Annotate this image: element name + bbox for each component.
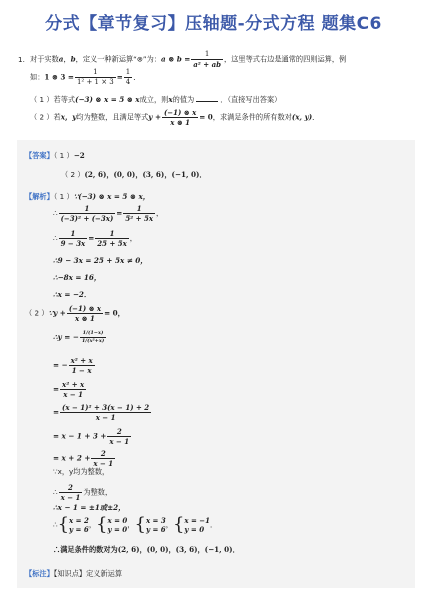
analysis-line: ∴−8x = 16， [53,273,102,282]
answer-blank [196,101,218,102]
math-var-a: a [58,54,64,64]
note-tag: 【标注】 [25,569,54,578]
analysis-line: ∴x − 1 = ±1或±2， [53,503,126,512]
analysis-line: = x − 1 + 3 + $\frac{2}{x - 1}$ [53,427,130,446]
knowledge-note [25,568,122,579]
analysis-line: ∴x = −2． [53,290,92,299]
analysis-line: ∴y = − $\frac{1/(1-x)}{\text{1/(x²+x)}}$ [53,330,105,344]
question-part-2: （ 2 ）若x，y均为整数，且满足等式y + $\frac{(-1) \otimes x}{x \otimes 1}$ = 0，求满足条件的所有数对(x, y)． [30,108,320,127]
question-line-2: 如：1 ⊗ 3 = $\frac{1}{\text{1² + 1 × 3}}$ = $\frac{1}{4}$ ． [30,68,141,86]
analysis-line: = − $\frac{\text{x² + x}}{1 - x}$ [53,356,93,375]
definition-fraction: $\frac{1}{\text{a² + ab}}$ [193,50,222,69]
answer-line-2: （ 2 ）(2, 6)，(0, 0)，(3, 6)，(−1, 0)． [61,170,207,179]
part-number: （ 1 ） [30,95,54,104]
analysis-line: ∴ $\frac{1}{9 - 3x}$ = $\frac{1}{25 + 5x}$ ， [53,229,137,248]
analysis-line: = $\frac{\text{(x − 1)² + 3(x − 1) + 2}}{x - 1}$ [53,403,150,422]
analysis-line: = x + 2 + $\frac{2}{x - 1}$ [53,449,114,468]
math-var-b: b [70,54,76,64]
equation-fraction: $\frac{(-1) \otimes x}{x \otimes 1}$ [163,108,197,127]
definition-lhs: a ⊗ b = [161,54,191,64]
question-part-1: （ 1 ）若等式(−3) ⊗ x = 5 ⊗ x成立，则x的值为 ．（直接写出答案） [30,95,282,104]
system-3: x = 3 y = 6 [145,516,166,534]
solution-panel [17,140,415,588]
example-prefix: 如： [30,72,45,82]
analysis-line: = $\frac{\text{x² + x}}{x - 1}$ [53,380,85,399]
solution-systems: ∴{ x = 2 y = 6 ，{ x = 0 y = 0 ，{ x = 3 y = 6 ，{ x = −1 y = 0 ． [53,514,218,535]
analysis-tag: 【解析】 [25,192,54,201]
example-result: $\frac{1}{4}$ [125,68,131,86]
analysis-line: 【解析】（ 1 ）∵(−3) ⊗ x = 5 ⊗ x， [25,192,150,201]
answer-tag: 【答案】 [25,151,54,160]
system-4: x = −1 y = 0 [184,516,211,534]
question-text: ，这里等式右边是通常的四则运算，例 [224,54,347,64]
question-text: ，定义一种新运算“⊗”为： [75,54,162,64]
part-number: （ 2 ） [30,112,54,122]
note-text: 【知识点】定义新运算 [53,569,123,578]
system-2: x = 0 y = 0 [107,516,128,534]
analysis-line: ∴ $\frac{1}{\text{(−3)² + (−3x)}}$ = $\frac{1}{\text{5² + 5x}}$ ， [53,204,164,223]
example-fraction: $\frac{1}{\text{1² + 1 × 3}}$ [76,68,114,86]
analysis-line: ∴9 − 3x = 25 + 5x ≠ 0， [53,256,148,265]
question-number: 1. [18,54,25,64]
analysis-line: ∴ $\frac{2}{x - 1}$ 为整数， [53,483,113,502]
math-equation: (−3) ⊗ x = 5 ⊗ x [75,95,140,104]
answer-value: (2, 6)，(0, 0)，(3, 6)，(−1, 0)． [84,170,207,179]
question-line-1 [18,50,346,69]
separator: ， [63,54,71,64]
analysis-conclusion: ∴满足条件的数对为(2, 6)，(0, 0)，(3, 6)，(−1, 0)． [53,545,240,554]
answer-value: −2 [73,151,85,160]
question-text: 对于实数 [30,54,59,64]
system-1: x = 2 y = 6 [69,516,89,534]
answer-line-1: 【答案】（ 1 ）−2 [25,151,85,160]
analysis-line: （ 2 ）∵y + $\frac{(-1) \otimes x}{x \otimes 1}$ = 0， [25,304,125,323]
example-lhs: 1 ⊗ 3 = [44,72,74,82]
analysis-line: ∵x，y均为整数， [53,467,110,476]
page-title: 分式【章节复习】压轴题-分式方程 题集C6 [45,14,382,34]
